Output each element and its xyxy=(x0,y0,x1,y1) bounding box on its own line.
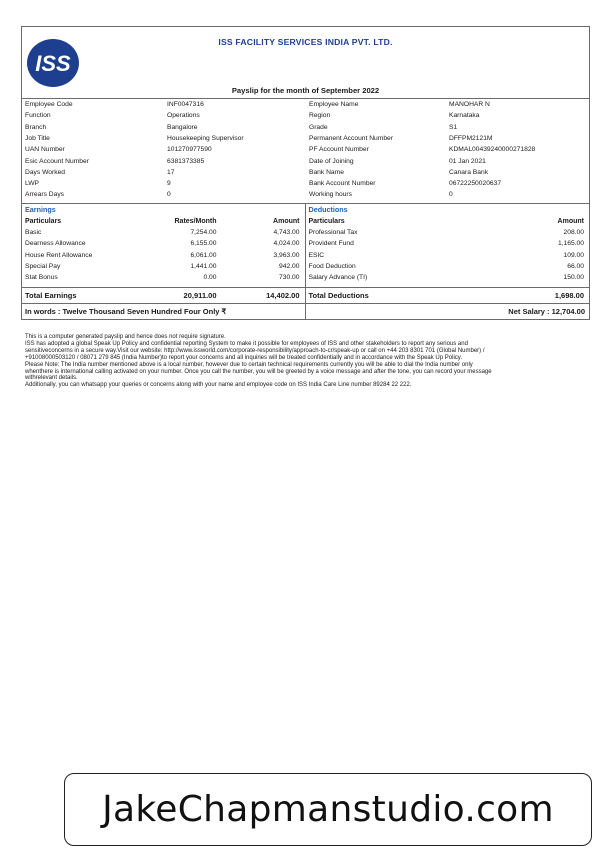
info-value: 0 xyxy=(167,191,171,199)
info-row xyxy=(22,191,589,202)
payslip-header xyxy=(22,27,589,98)
deduction-name: Salary Advance (TI) xyxy=(308,273,368,281)
deductions-section xyxy=(306,204,590,287)
info-label: Arrears Days xyxy=(25,191,65,199)
info-row xyxy=(22,112,589,123)
deduction-amount: 109.00 xyxy=(563,251,584,259)
note-line: Please Note: The India number mentioned above is a local number, however due to certain technical requirements currently you will be able to dial the India number only xyxy=(25,361,473,368)
amount-in-words xyxy=(22,304,306,319)
info-row xyxy=(22,101,589,112)
total-earnings-rate: 20,911.00 xyxy=(183,291,217,301)
deduction-name: Provident Fund xyxy=(308,240,354,248)
info-row xyxy=(22,169,589,180)
deduction-amount: 208.00 xyxy=(563,229,584,237)
pay-details xyxy=(22,203,589,287)
earnings-row xyxy=(25,261,302,272)
info-label: Esic Account Number xyxy=(25,157,89,165)
earnings-section xyxy=(22,204,306,287)
note-line: sensitiveconcerns in a secure way.Visit our website: http://www.issworld.com/corporate-responsibility/approach-to-cr/speak-up or call on +44 203 8301 701 (Global Number) / xyxy=(25,347,485,354)
earning-name: Stat Bonus xyxy=(25,273,58,281)
note-line: withrelevant details. xyxy=(25,375,78,382)
earnings-col-rates: Rates/Month xyxy=(174,218,217,225)
info-value: Operations xyxy=(167,112,200,120)
earnings-row xyxy=(25,272,302,283)
info-label: Bank Name xyxy=(309,168,344,176)
earnings-header-row xyxy=(25,216,302,227)
note-line: This is a computer generated payslip and hence does not require signature. xyxy=(25,334,226,340)
earning-rate: 0.00 xyxy=(203,273,217,281)
info-value: 17 xyxy=(167,168,175,176)
deductions-row xyxy=(309,272,587,283)
employee-info xyxy=(22,98,589,203)
earning-name: Dearness Allowance xyxy=(25,240,86,248)
info-label: Employee Code xyxy=(25,101,73,108)
deductions-row xyxy=(309,250,587,261)
info-value: 06722250020637 xyxy=(449,180,502,188)
info-value: MANOHAR N xyxy=(449,101,490,108)
deductions-row xyxy=(309,261,587,272)
info-value: 101270977590 xyxy=(167,146,212,154)
deduction-amount: 150.00 xyxy=(563,273,584,281)
info-value: 9 xyxy=(167,180,171,188)
deductions-row xyxy=(309,227,587,238)
deductions-rows xyxy=(309,227,587,283)
total-earnings xyxy=(22,288,306,303)
deductions-col-amount: Amount xyxy=(557,218,584,225)
earning-name: House Rent Allowance xyxy=(25,251,93,259)
info-value: Housekeeping Supervisor xyxy=(167,134,244,142)
earning-amount: 730.00 xyxy=(279,273,300,281)
earnings-title: Earnings xyxy=(25,205,56,214)
deductions-title: Deductions xyxy=(308,205,348,214)
earnings-row xyxy=(25,250,302,261)
earnings-rows xyxy=(25,227,302,283)
info-value: 0 xyxy=(449,191,453,199)
total-deductions-amount: 1,698.00 xyxy=(554,291,584,301)
summary-row xyxy=(22,303,589,319)
company-name: ISS FACILITY SERVICES INDIA PVT. LTD. xyxy=(218,37,393,47)
earning-name: Basic xyxy=(25,229,42,237)
info-row xyxy=(22,135,589,146)
deduction-name: Food Deduction xyxy=(308,262,356,270)
earnings-row xyxy=(25,238,302,249)
totals-row xyxy=(22,287,589,303)
info-value: Canara Bank xyxy=(449,168,489,176)
payslip xyxy=(21,26,590,320)
deduction-amount: 1,165.00 xyxy=(557,240,584,248)
earning-amount: 942.00 xyxy=(279,262,300,270)
info-value: Bangalore xyxy=(167,123,198,131)
info-value: S1 xyxy=(449,123,458,131)
payslip-period: Payslip for the month of September 2022 xyxy=(231,86,380,95)
info-row xyxy=(22,180,589,191)
info-label: Bank Account Number xyxy=(309,180,376,188)
in-words-text: In words : Twelve Thousand Seven Hundred Four Only ₹ xyxy=(25,307,227,317)
disclaimer-notes xyxy=(25,334,590,389)
total-earnings-amount: 14,402.00 xyxy=(266,291,300,301)
info-value: Karnataka xyxy=(449,112,480,120)
info-label: Region xyxy=(309,112,331,120)
deduction-amount: 66.00 xyxy=(567,262,584,270)
info-label: Grade xyxy=(309,123,328,131)
info-label: Working hours xyxy=(309,191,352,199)
earnings-col-particulars: Particulars xyxy=(25,218,62,225)
info-row xyxy=(22,158,589,169)
total-deductions-label: Total Deductions xyxy=(308,291,369,301)
net-salary-text: Net Salary : 12,704.00 xyxy=(508,307,585,317)
note-line: whenthere is international calling activated on your number. Once you call the number, you will be greeted by a voice message and after the tone, you can record your message xyxy=(25,368,492,375)
net-salary xyxy=(306,304,590,319)
info-value: DFFPM2121M xyxy=(449,134,493,142)
info-label: Job Title xyxy=(25,134,50,142)
note-line: Additionally, you can whatsapp your queries or concerns along with your name and employee code on ISS India Care Line number 89284 22 222. xyxy=(25,382,412,389)
total-deductions xyxy=(306,288,590,303)
info-label: Function xyxy=(25,112,51,120)
earning-amount: 4,024.00 xyxy=(273,240,300,248)
deduction-name: ESIC xyxy=(308,251,325,259)
deduction-name: Professional Tax xyxy=(308,229,358,237)
earning-amount: 3,963.00 xyxy=(273,251,300,259)
earnings-row xyxy=(25,227,302,238)
info-value: 6381373385 xyxy=(167,157,205,165)
info-label: Permanent Account Number xyxy=(309,134,394,142)
info-label: Days Worked xyxy=(25,168,66,176)
note-line: +91008000503120 / 08071 279 845 (India Number)to report your concerns and all inquiries will be treated confidentially and in accordance with the Speak Up Policy. xyxy=(25,354,462,361)
deductions-header-row xyxy=(309,216,587,227)
info-value: KDMAL00439240000271828 xyxy=(449,146,536,154)
earning-rate: 6,061.00 xyxy=(190,251,217,259)
info-row xyxy=(22,124,589,135)
earning-rate: 6,155.00 xyxy=(190,240,217,248)
info-label: Branch xyxy=(25,123,47,131)
total-earnings-label: Total Earnings xyxy=(25,291,77,301)
info-label: Employee Name xyxy=(309,101,359,108)
info-value: 01 Jan 2021 xyxy=(449,157,486,165)
earning-amount: 4,743.00 xyxy=(273,229,300,237)
info-label: PF Account Number xyxy=(309,146,369,154)
info-row xyxy=(22,146,589,157)
info-label: Date of Joining xyxy=(309,157,354,165)
info-label: LWP xyxy=(25,180,39,188)
earning-rate: 7,254.00 xyxy=(190,229,217,237)
logo-text: ISS xyxy=(35,51,71,76)
info-value: INF0047316 xyxy=(167,101,204,108)
earning-rate: 1,441.00 xyxy=(190,262,217,270)
deductions-col-particulars: Particulars xyxy=(308,218,345,225)
info-label: UAN Number xyxy=(25,146,65,154)
earnings-col-amount: Amount xyxy=(273,218,300,225)
note-line: ISS has adopted a global Speak Up Policy and confidential reporting System to make it possible for employees of ISS and other stakeholders to report any serious and xyxy=(25,340,468,347)
earning-name: Special Pay xyxy=(25,262,61,270)
deductions-row xyxy=(309,238,587,249)
watermark: JakeChapmanstudio.com xyxy=(64,773,592,846)
